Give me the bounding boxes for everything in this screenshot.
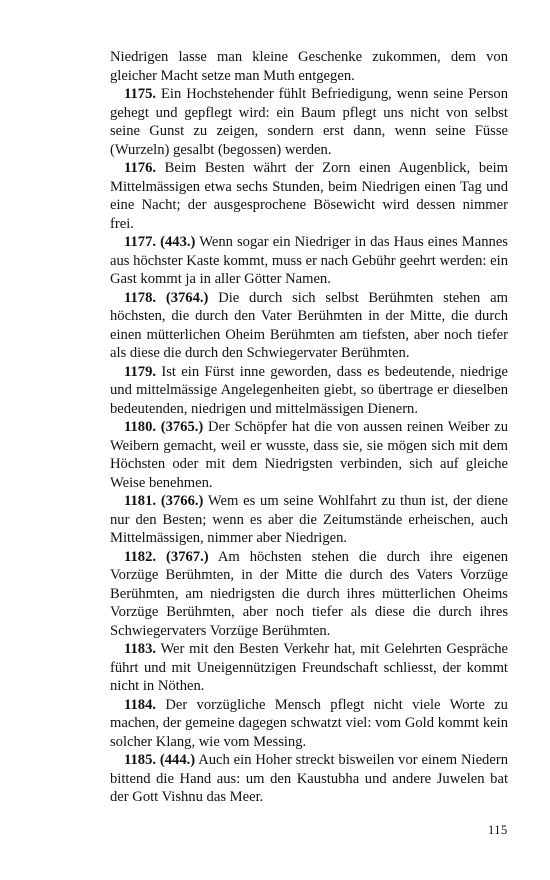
entry-reference: (3767.) (166, 548, 209, 565)
entry-number: 1178. (124, 289, 157, 306)
entry-text: Ist ein Fürst inne geworden, dass es bedeutende, niedrige und mittelmässige Angelegenheiten giebt, so übertrage er dieselben bedeutenden, niedrigen und mittelmässigen Dienern. (110, 363, 508, 417)
entry-text: Die durch sich selbst Berühmten stehen am höchsten, die durch den Vater Berühmten in der Mitte, die durch einen mütterlichen Oheim Berühmten am tiefsten, aber noch tiefer als diese die durch den Schwiegervater Berühmten. (110, 289, 508, 361)
entry-1180 (110, 418, 508, 492)
entry-text: Wem es um seine Wohlfahrt zu thun ist, der diene nur den Besten; wenn es aber die Zeitumstände erheischen, auch Mittelmässigen, nimmer aber Niedrigen. (110, 493, 508, 546)
entry-reference: (3764.) (165, 289, 209, 306)
entry-1177 (110, 233, 508, 289)
entry-number: 1179. (124, 363, 157, 380)
entry-number: 1181. (124, 493, 157, 509)
continuation-paragraph: Niedrigen lasse man kleine Geschenke zukommen, dem von gleicher Macht setze man Muth entgegen. (110, 49, 508, 84)
entry-number: 1180. (124, 419, 157, 435)
entry-text: Wer mit den Besten Verkehr hat, mit Gelehrten Gespräche führt und mit Uneigennützigen Freundschaft schliesst, der kommt nicht in Nöthen. (110, 641, 508, 694)
entry-1176 (110, 159, 508, 233)
entry-text: Wenn sogar ein Niedriger in das Haus eines Mannes aus höchster Kaste kommt, muss er nach Gebühr geehrt werden: ein Gast kommt ja in aller Götter Namen. (110, 234, 508, 287)
entry-text: Der Schöpfer hat die von aussen reinen Weiber zu Weibern gemacht, weil er wusste, dass sie, sie mögen sich mit dem Höchsten oder mit dem Niedrigsten verbinden, sich auf gleiche Weise benehmen. (110, 419, 508, 491)
entry-1181 (110, 492, 508, 548)
entry-reference: (3765.) (160, 419, 204, 435)
page-body (110, 48, 508, 807)
entry-number: 1175. (124, 86, 157, 102)
entry-1182 (110, 548, 508, 641)
entry-number: 1185. (124, 752, 157, 768)
entry-1179 (110, 363, 508, 419)
entry-number: 1176. (124, 160, 157, 176)
entry-1178 (110, 289, 508, 363)
entry-number: 1184. (124, 696, 157, 713)
page-number: 115 (488, 823, 508, 837)
entry-text: Der vorzügliche Mensch pflegt nicht viele Worte zu machen, der gemeine dagegen schwatzt viel: vom Gold kommt kein solcher Klang, wie vom Messing. (110, 696, 508, 750)
entry-text: Auch ein Hoher streckt bisweilen vor einem Niedern bittend die Hand aus: um den Kaustubha und andere Juwelen bat der Gott Vishnu das Meer. (110, 752, 508, 805)
entry-1185 (110, 751, 508, 807)
entry-1183 (110, 640, 508, 696)
entry-reference: (3766.) (160, 493, 204, 509)
entry-number: 1177. (124, 234, 157, 250)
entry-number: 1182. (124, 548, 157, 565)
entry-1184 (110, 696, 508, 752)
entry-number: 1183. (124, 641, 157, 657)
entry-text: Beim Besten währt der Zorn einen Augenblick, beim Mittelmässigen etwa sechs Stunden, beim Niedrigen einen Tag und eine Nacht; der ausgesprochene Bösewicht wird dessen nimmer frei. (110, 160, 508, 232)
entry-reference: (444.) (159, 752, 196, 768)
entry-text: Am höchsten stehen die durch ihre eigenen Vorzüge Berühmten, in der Mitte die durch des Vaters Vorzüge Berühmten, am niedrigsten die durch ihres mütterlichen Oheims Vorzüge Berühmten, aber noch tiefer als diese die durch ihres Schwiegervaters Vorzüge Berühmten. (110, 548, 508, 639)
entry-reference: (443.) (160, 234, 196, 250)
entry-1175 (110, 85, 508, 159)
entry-text: Ein Hochstehender fühlt Befriedigung, wenn seine Person gehegt und gepflegt wird: ein Baum pflegt uns nicht von selbst seine Gunst zu zeigen, sondern erst dann, wenn seine Füsse (Wurzeln) gesalbt (begossen) werden. (110, 86, 508, 158)
